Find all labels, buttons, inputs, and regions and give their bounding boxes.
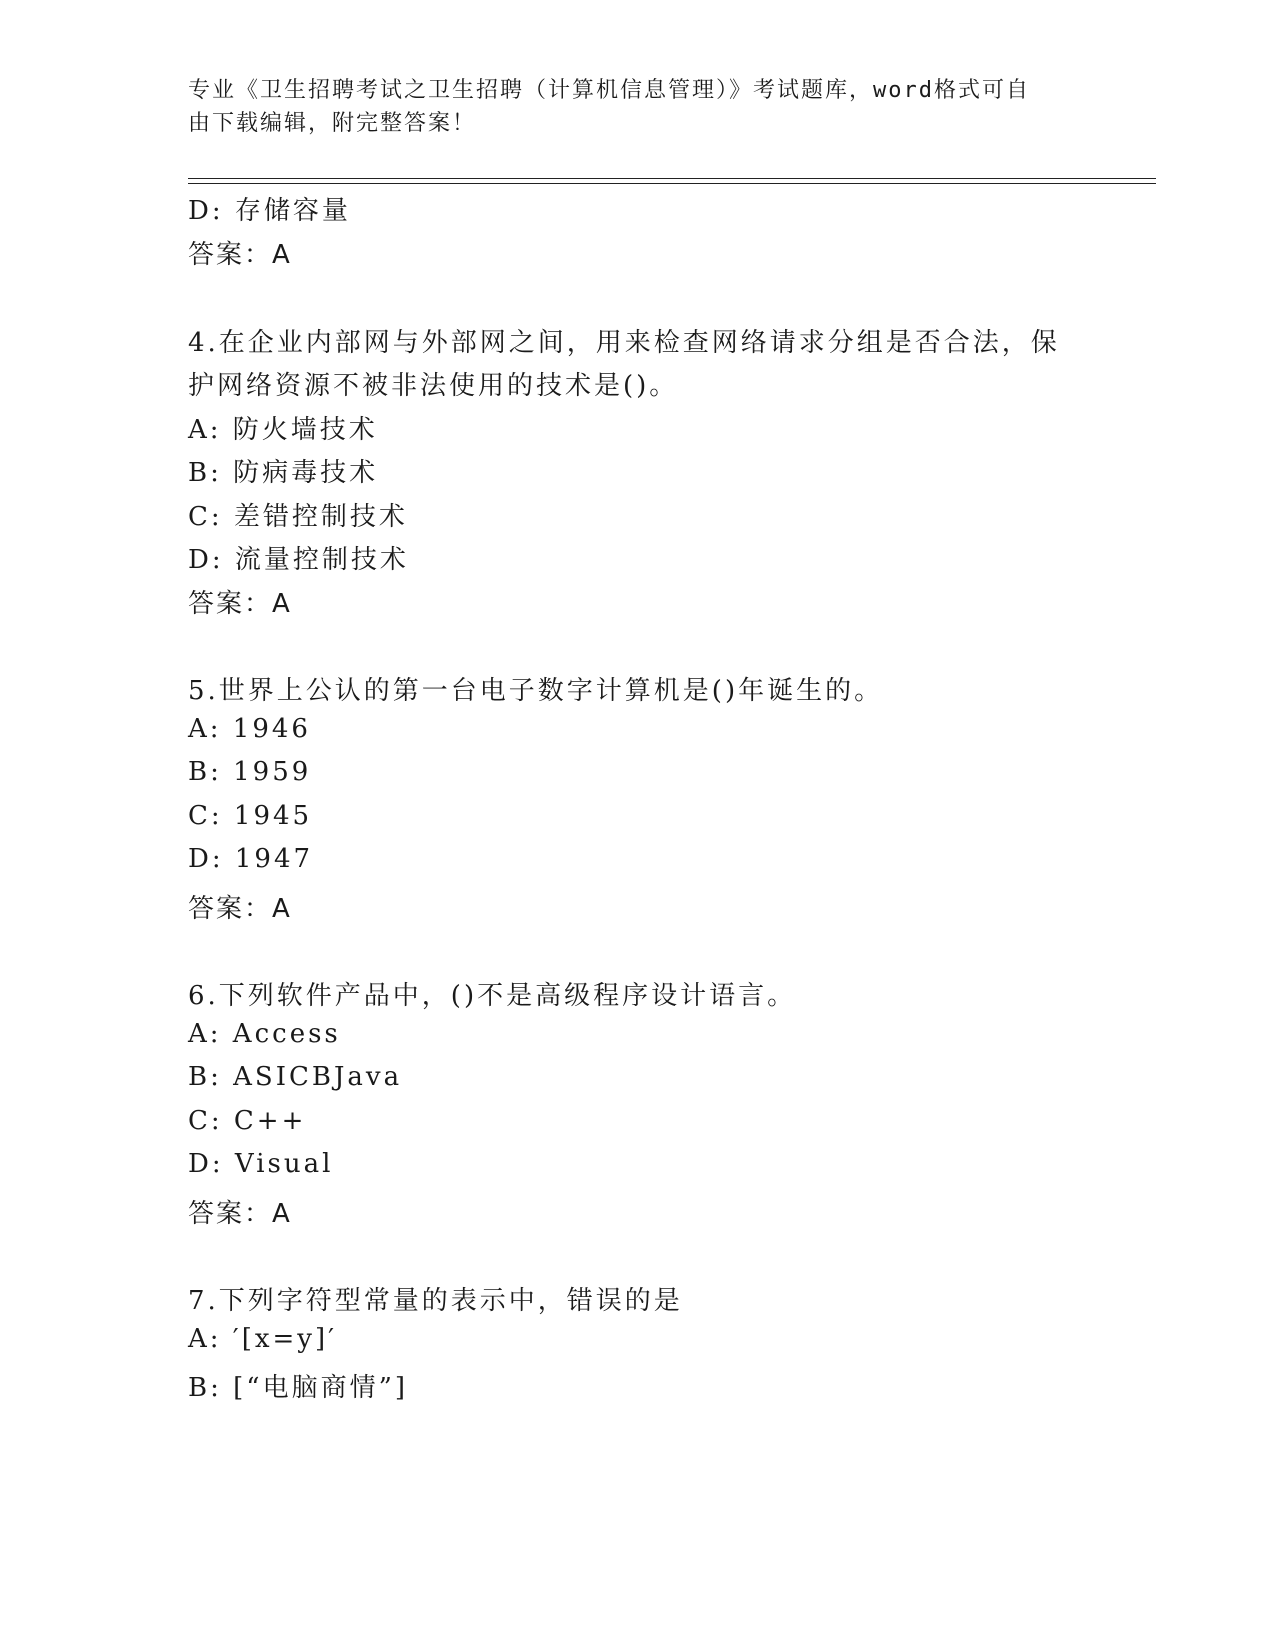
q6-option-b: B: ASICBJava	[188, 1062, 403, 1092]
q6-option-d: D: Visual	[188, 1149, 334, 1179]
q6-option-a: A: Access	[188, 1019, 341, 1049]
q4-option-d: D: 流量控制技术	[188, 545, 409, 575]
q5-option-d: D: 1947	[188, 844, 314, 874]
header-rule-bottom	[188, 183, 1156, 184]
q4-option-a: A: 防火墙技术	[188, 415, 378, 445]
q6-option-c: C: C++	[188, 1106, 307, 1136]
q5-option-b: B: 1959	[188, 757, 312, 787]
header-line-1: 专业《卫生招聘考试之卫生招聘（计算机信息管理）》考试题库，word格式可自	[188, 78, 1030, 103]
q7-option-a: A: ′[x=y]′	[188, 1324, 338, 1354]
q4-stem-line-2: 护网络资源不被非法使用的技术是()。	[188, 371, 679, 401]
q5-option-c: C: 1945	[188, 801, 313, 831]
q4-option-c: C: 差错控制技术	[188, 502, 408, 532]
q3-answer: 答案：A	[188, 240, 292, 270]
q4-stem-line-1: 4.在企业内部网与外部网之间，用来检查网络请求分组是否合法，保	[188, 328, 1060, 358]
q7-option-b: B: [“电脑商情”]	[188, 1373, 409, 1403]
header-line-2: 由下载编辑，附完整答案！	[188, 111, 477, 136]
q6-stem-line-1: 6.下列软件产品中，()不是高级程序设计语言。	[188, 981, 797, 1011]
q3-option-d: D: 存储容量	[188, 196, 351, 226]
q7-stem-line-1: 7.下列字符型常量的表示中，错误的是	[188, 1286, 683, 1316]
q5-option-a: A: 1946	[188, 714, 311, 744]
header-rule-top	[188, 178, 1156, 179]
q5-answer: 答案：A	[188, 894, 292, 924]
q4-answer: 答案：A	[188, 589, 292, 619]
q4-option-b: B: 防病毒技术	[188, 458, 379, 488]
document-header	[188, 74, 1068, 140]
q5-stem-line-1: 5.世界上公认的第一台电子数字计算机是()年诞生的。	[188, 676, 884, 706]
q6-answer: 答案：A	[188, 1199, 292, 1229]
